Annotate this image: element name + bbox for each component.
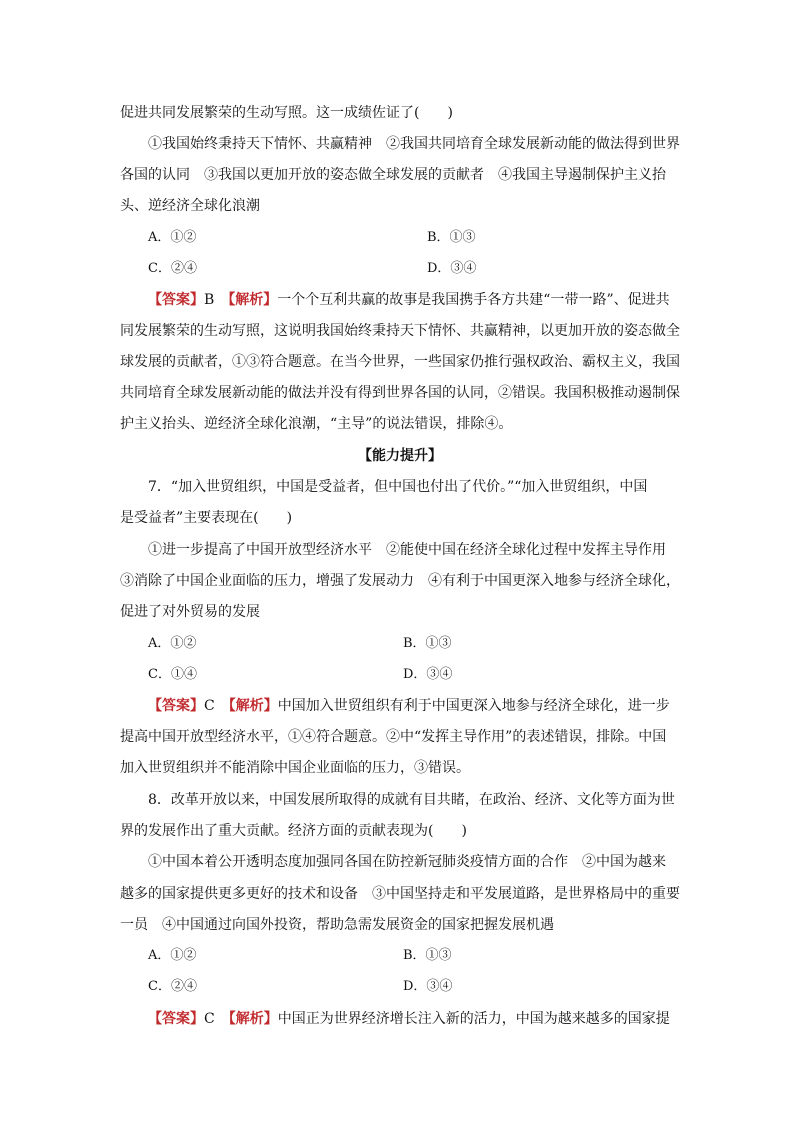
analysis-tag: 【解析】 bbox=[228, 292, 278, 308]
q7-answer-line bbox=[148, 697, 708, 715]
q8-item-line: ①中国本着公开透明态度加强同各国在防控新冠肺炎疫情方面的合作 ②中国为越来 bbox=[148, 854, 666, 870]
q7-item-line: ①进一步提高了中国开放型经济水平 ②能使中国在经济全球化过程中发挥主导作用 bbox=[148, 542, 666, 558]
q7-stem-line: 7．“加入世贸组织，中国是受益者，但中国也付出了代价。”“加入世贸组织，中国 bbox=[148, 479, 648, 495]
q6-option-b: B．①③ bbox=[427, 230, 476, 245]
q8-option-a: A．①② bbox=[148, 948, 197, 963]
analysis-tag: 【解析】 bbox=[228, 698, 278, 714]
q7-option-b: B．①③ bbox=[403, 636, 452, 651]
q8-answer: C bbox=[204, 1011, 215, 1027]
q7-stem-line: 是受益者”主要表现在( ) bbox=[120, 510, 293, 526]
q6-analysis-line: 同发展繁荣的生动写照，这说明我国始终秉持天下情怀、共赢精神，以更加开放的姿态做全 bbox=[120, 323, 680, 339]
q8-option-b: B．①③ bbox=[403, 948, 452, 963]
q7-item-line: 促进了对外贸易的发展 bbox=[120, 604, 260, 620]
q6-option-c: C．②④ bbox=[148, 261, 197, 276]
q7-option-d: D．③④ bbox=[403, 667, 453, 682]
q7-answer: C bbox=[204, 698, 215, 714]
q6-analysis-line: 共同培育全球发展新动能的做法并没有得到世界各国的认同，②错误。我国积极推动遏制保 bbox=[120, 385, 680, 401]
q7-analysis-text: 中国加入世贸组织有利于中国更深入地参与经济全球化，进一步 bbox=[277, 698, 670, 714]
q7-option-c: C．①④ bbox=[148, 667, 197, 682]
q8-item-line: 一员 ④中国通过向国外投资，帮助急需发展资金的国家把握发展机遇 bbox=[120, 917, 554, 933]
q6-analysis-line: 球发展的贡献者，①③符合题意。在当今世界，一些国家仍推行强权政治、霸权主义，我国 bbox=[120, 354, 680, 370]
q8-stem-line: 界的发展作出了重大贡献。经济方面的贡献表现为( ) bbox=[120, 823, 467, 839]
answer-tag: 【答案】 bbox=[148, 292, 204, 308]
q6-answer: B bbox=[204, 292, 215, 308]
q6-item-line: ①我国始终秉持天下情怀、共赢精神 ②我国共同培育全球发展新动能的做法得到世界 bbox=[148, 136, 680, 152]
answer-tag: 【答案】 bbox=[148, 1011, 204, 1027]
q6-option-a: A．①② bbox=[148, 230, 197, 245]
q8-option-c: C．②④ bbox=[148, 979, 197, 994]
q6-analysis-line: 护主义抬头、逆经济全球化浪潮，“主导”的说法错误，排除④。 bbox=[120, 416, 513, 432]
q7-analysis-line: 加入世贸组织并不能消除中国企业面临的压力，③错误。 bbox=[120, 760, 470, 776]
q8-analysis-text: 中国正为世界经济增长注入新的活力，中国为越来越多的国家提 bbox=[277, 1011, 670, 1027]
q8-option-d: D．③④ bbox=[403, 979, 453, 994]
q6-item-line: 头、逆经济全球化浪潮 bbox=[120, 198, 260, 214]
q8-item-line: 越多的国家提供更多更好的技术和设备 ③中国坚持走和平发展道路，是世界格局中的重要 bbox=[120, 886, 680, 902]
answer-tag: 【答案】 bbox=[148, 698, 204, 714]
section-title: 【能力提升】 bbox=[358, 448, 442, 464]
analysis-tag: 【解析】 bbox=[228, 1011, 278, 1027]
q7-item-line: ③消除了中国企业面临的压力，增强了发展动力 ④有利于中国更深入地参与经济全球化， bbox=[120, 573, 680, 589]
q6-stem-tail: 促进共同发展繁荣的生动写照。这一成绩佐证了( ) bbox=[120, 105, 453, 121]
q7-analysis-line: 提高中国开放型经济水平，①④符合题意。②中“发挥主导作用”的表述错误，排除。中国 bbox=[120, 729, 667, 745]
q8-stem-line: 8．改革开放以来，中国发展所取得的成就有目共睹，在政治、经济、文化等方面为世 bbox=[148, 792, 675, 808]
q7-option-a: A．①② bbox=[148, 636, 197, 651]
q6-answer-line bbox=[148, 291, 708, 309]
q6-item-line: 各国的认同 ③我国以更加开放的姿态做全球发展的贡献者 ④我国主导遏制保护主义抬 bbox=[120, 167, 666, 183]
q6-analysis-text: 一个个互利共赢的故事是我国携手各方共建“一带一路”、促进共 bbox=[277, 292, 670, 308]
q8-answer-line bbox=[148, 1010, 708, 1028]
q6-option-d: D．③④ bbox=[427, 261, 477, 276]
